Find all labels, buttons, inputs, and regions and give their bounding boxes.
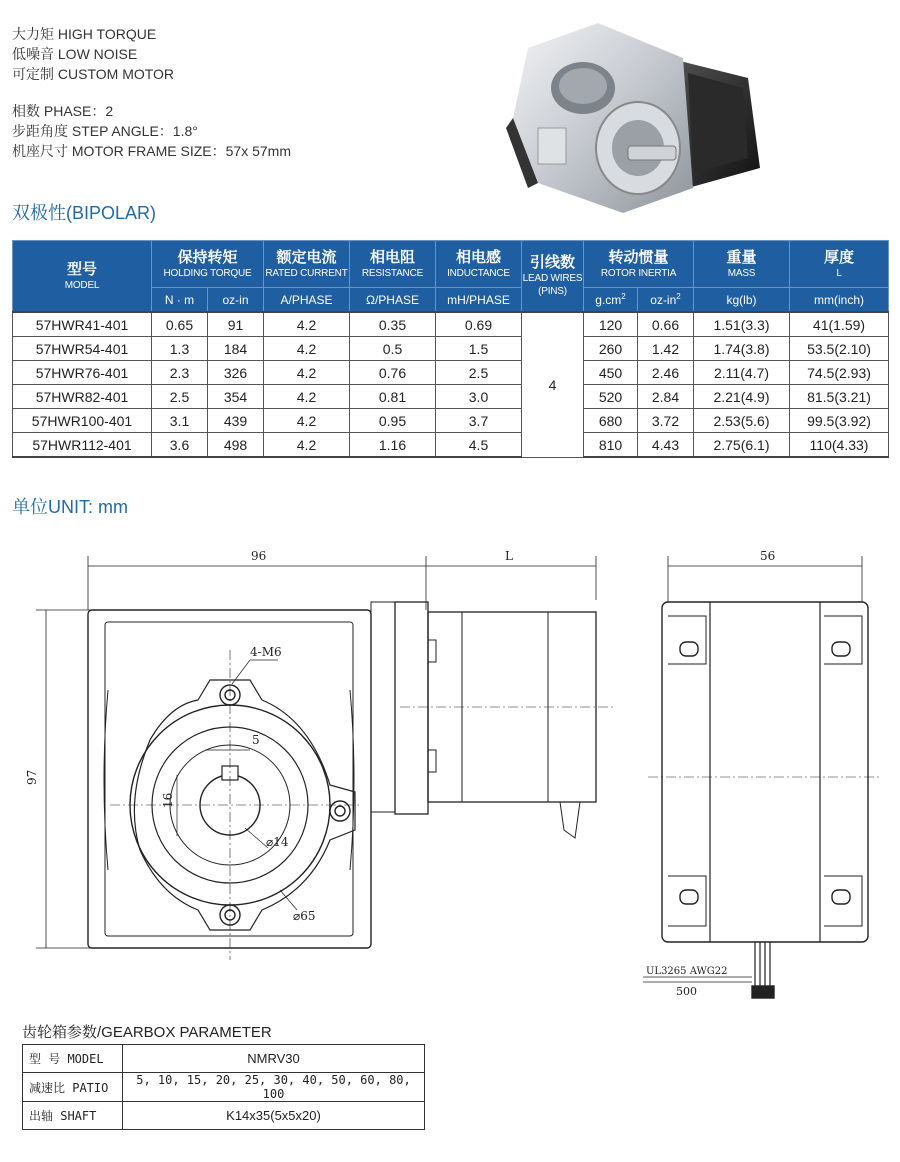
cell-current: 4.2 — [264, 433, 350, 458]
gearbox-row — [23, 1102, 425, 1130]
header-lead-wires: 引线数 LEAD WIRES (PINS) — [522, 241, 584, 313]
gearbox-label: 出轴 SHAFT — [23, 1102, 123, 1130]
cell-torque-nm: 2.5 — [152, 385, 208, 409]
cell-inertia-ozin2: 2.46 — [638, 361, 694, 385]
wire-spec-label: UL3265 AWG22 — [646, 966, 728, 977]
cell-torque-ozin: 184 — [208, 337, 264, 361]
cell-torque-nm: 1.3 — [152, 337, 208, 361]
cell-current: 4.2 — [264, 361, 350, 385]
spec-line: 步距角度 STEP ANGLE：1.8° — [12, 123, 198, 139]
cell-inductance: 4.5 — [436, 433, 522, 458]
cell-model: 57HWR112-401 — [13, 433, 152, 458]
spec-list — [12, 101, 291, 161]
cell-inertia-gcm2: 520 — [584, 385, 638, 409]
dim-96: 96 — [251, 549, 267, 563]
cell-inductance: 0.69 — [436, 312, 522, 337]
table-row — [13, 385, 889, 409]
cell-inductance: 1.5 — [436, 337, 522, 361]
cell-thickness: 110(4.33) — [790, 433, 889, 458]
unit-mh-phase: mH/PHASE — [436, 288, 522, 313]
cell-model: 57HWR41-401 — [13, 312, 152, 337]
feature-line: 低噪音 LOW NOISE — [12, 46, 138, 62]
gearbox-row — [23, 1045, 425, 1073]
cell-inertia-ozin2: 1.42 — [638, 337, 694, 361]
cell-torque-nm: 3.1 — [152, 409, 208, 433]
cell-inductance: 3.0 — [436, 385, 522, 409]
cell-thickness: 41(1.59) — [790, 312, 889, 337]
header-holding-torque: 保持转矩 HOLDING TORQUE — [152, 241, 264, 288]
cell-torque-ozin: 498 — [208, 433, 264, 458]
gearbox-label: 减速比 PATIO — [23, 1073, 123, 1102]
cell-mass: 2.53(5.6) — [694, 409, 790, 433]
cell-inertia-ozin2: 0.66 — [638, 312, 694, 337]
dimension-drawing — [0, 530, 900, 1010]
cell-thickness: 81.5(3.21) — [790, 385, 889, 409]
table-row — [13, 409, 889, 433]
cell-inertia-gcm2: 810 — [584, 433, 638, 458]
unit-nm: N · m — [152, 288, 208, 313]
gearbox-value: NMRV30 — [123, 1045, 425, 1073]
cell-thickness: 74.5(2.93) — [790, 361, 889, 385]
cell-torque-ozin: 439 — [208, 409, 264, 433]
cell-inductance: 3.7 — [436, 409, 522, 433]
unit-section-title: 单位UNIT: mm — [12, 497, 128, 517]
cell-resistance: 0.35 — [350, 312, 436, 337]
cell-torque-nm: 2.3 — [152, 361, 208, 385]
header-mass: 重量 MASS — [694, 241, 790, 288]
cell-inertia-gcm2: 680 — [584, 409, 638, 433]
header-rated-current: 额定电流 RATED CURRENT — [264, 241, 350, 288]
cell-current: 4.2 — [264, 409, 350, 433]
spec-line: 相数 PHASE：2 — [12, 103, 114, 119]
feature-line: 大力矩 HIGH TORQUE — [12, 26, 157, 42]
header-model: 型号 MODEL — [13, 241, 152, 313]
table-row — [13, 361, 889, 385]
cell-inertia-ozin2: 2.84 — [638, 385, 694, 409]
cell-mass: 1.74(3.8) — [694, 337, 790, 361]
gearbox-row — [23, 1073, 425, 1102]
cell-resistance: 0.81 — [350, 385, 436, 409]
cell-thickness: 53.5(2.10) — [790, 337, 889, 361]
cell-torque-ozin: 354 — [208, 385, 264, 409]
dim-5: 5 — [252, 733, 260, 747]
cell-lead-wires: 4 — [522, 312, 584, 457]
cell-torque-ozin: 326 — [208, 361, 264, 385]
dim-65: ⌀65 — [293, 909, 316, 923]
cell-model: 57HWR76-401 — [13, 361, 152, 385]
dim-56: 56 — [760, 549, 776, 563]
unit-mm-inch: mm(inch) — [790, 288, 889, 313]
dim-4m6: 4-M6 — [250, 645, 282, 659]
table-row — [13, 312, 889, 337]
cell-current: 4.2 — [264, 385, 350, 409]
dim-l: L — [505, 549, 513, 563]
wire-length: 500 — [676, 985, 697, 998]
header-rotor-inertia: 转动惯量 ROTOR INERTIA — [584, 241, 694, 288]
cell-mass: 1.51(3.3) — [694, 312, 790, 337]
cell-torque-nm: 0.65 — [152, 312, 208, 337]
cell-resistance: 0.76 — [350, 361, 436, 385]
cell-inertia-gcm2: 260 — [584, 337, 638, 361]
spec-line: 机座尺寸 MOTOR FRAME SIZE：57x 57mm — [12, 143, 291, 159]
dim-16: 16 — [161, 792, 175, 808]
bipolar-section-title: 双极性(BIPOLAR) — [12, 203, 157, 223]
header-inductance: 相电感 INDUCTANCE — [436, 241, 522, 288]
cell-inductance: 2.5 — [436, 361, 522, 385]
unit-oz-in: oz-in — [208, 288, 264, 313]
cell-resistance: 0.95 — [350, 409, 436, 433]
product-photo — [498, 18, 774, 218]
cell-mass: 2.11(4.7) — [694, 361, 790, 385]
feature-line: 可定制 CUSTOM MOTOR — [12, 66, 175, 82]
dim-97: 97 — [25, 769, 39, 785]
unit-gcm2: $g.cm^2$ — [584, 288, 638, 313]
unit-a-phase: A/PHASE — [264, 288, 350, 313]
cell-inertia-gcm2: 120 — [584, 312, 638, 337]
feature-list — [12, 24, 174, 84]
gearbox-value: K14x35(5x5x20) — [123, 1102, 425, 1130]
cell-model: 57HWR54-401 — [13, 337, 152, 361]
header-resistance: 相电阻 RESISTANCE — [350, 241, 436, 288]
cell-mass: 2.75(6.1) — [694, 433, 790, 458]
cell-torque-ozin: 91 — [208, 312, 264, 337]
table-row — [13, 337, 889, 361]
cell-mass: 2.21(4.9) — [694, 385, 790, 409]
gearbox-title: 齿轮箱参数/GEARBOX PARAMETER — [22, 1024, 272, 1041]
gearbox-value: 5, 10, 15, 20, 25, 30, 40, 50, 60, 80, 100 — [123, 1073, 425, 1102]
cell-inertia-ozin2: 4.43 — [638, 433, 694, 458]
cell-model: 57HWR100-401 — [13, 409, 152, 433]
gearbox-label: 型 号 MODEL — [23, 1045, 123, 1073]
table-row — [13, 433, 889, 458]
cell-torque-nm: 3.6 — [152, 433, 208, 458]
unit-ohm-phase: Ω/PHASE — [350, 288, 436, 313]
cell-resistance: 0.5 — [350, 337, 436, 361]
cell-current: 4.2 — [264, 312, 350, 337]
cell-thickness: 99.5(3.92) — [790, 409, 889, 433]
unit-oz-in2: $oz-in^2$ — [638, 288, 694, 313]
cell-model: 57HWR82-401 — [13, 385, 152, 409]
motor-spec-table — [12, 240, 889, 458]
unit-kg-lb: kg(lb) — [694, 288, 790, 313]
cell-current: 4.2 — [264, 337, 350, 361]
cell-inertia-ozin2: 3.72 — [638, 409, 694, 433]
cell-resistance: 1.16 — [350, 433, 436, 458]
gearbox-table — [22, 1044, 425, 1130]
header-thickness: 厚度 L — [790, 241, 889, 288]
cell-inertia-gcm2: 450 — [584, 361, 638, 385]
dim-14: ⌀14 — [266, 835, 289, 849]
